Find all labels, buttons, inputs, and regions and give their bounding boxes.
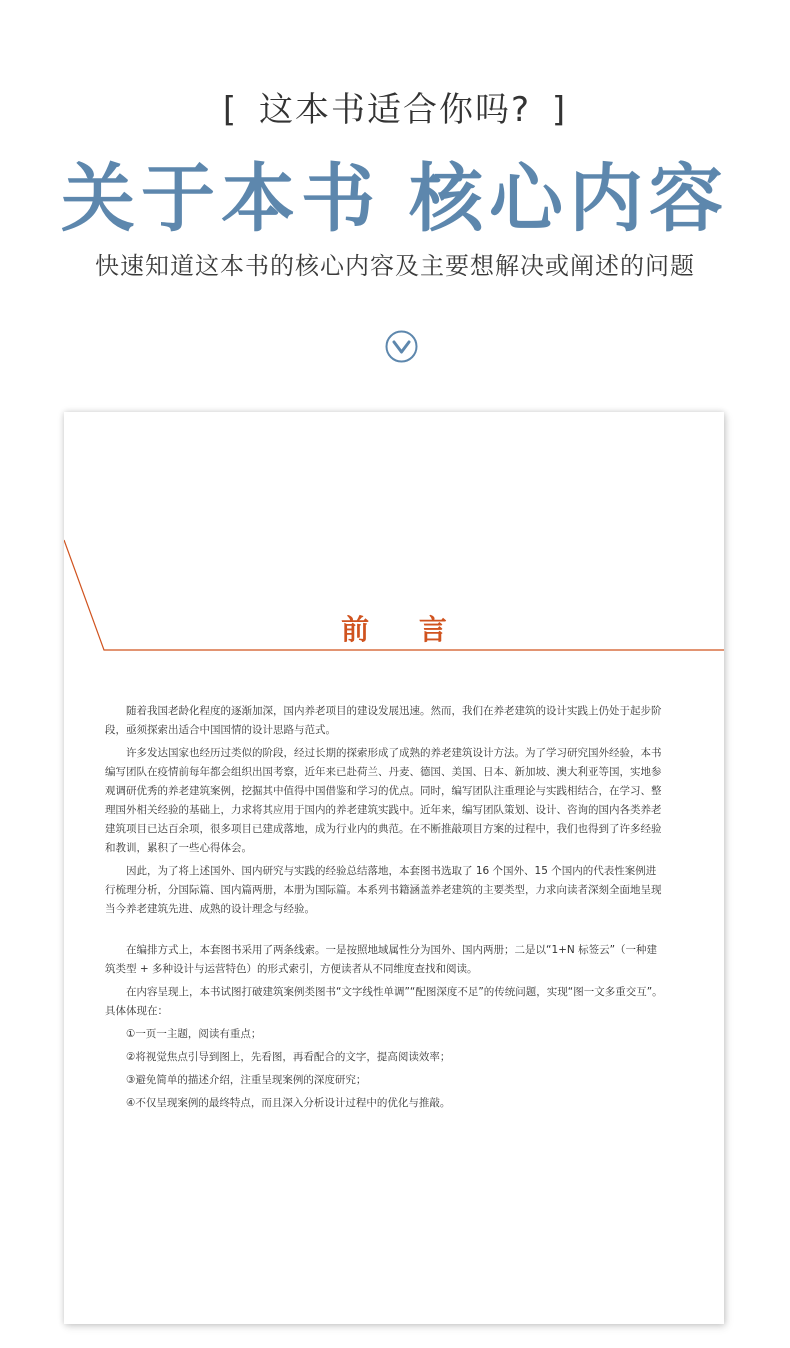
paragraph: 因此，为了将上述国外、国内研究与实践的经验总结落地，本套图书选取了 16 个国外、15 个国内的代表性案例进行梳理分析，分国际篇、国内篇两册，本册为国际篇。本系列书籍涵盖养老建筑的主要类型，力求向读者深刻全面地呈现当今养老建筑先进、成熟的设计理念与经验。	[105, 865, 662, 915]
paragraph: 在内容呈现上，本书试图打破建筑案例类图书“文字线性单调”“配图深度不足”的传统问题，实现“图一文多重交互”。具体体现在：	[105, 986, 663, 1017]
header	[0, 0, 790, 400]
main-title-part2: 核心内容	[409, 156, 729, 242]
paragraph: 许多发达国家也经历过类似的阶段，经过长期的探索形成了成熟的养老建筑设计方法。为了学习研究国外经验，本书编写团队在疫情前每年都会组织出国考察，近年来已赴荷兰、丹麦、德国、美国、日本、新加坡、澳大利亚等国，实地参观调研优秀的养老建筑案例，挖掘其中值得中国借鉴和学习的优点。同时，编写团队注重理论与实践相结合，在学习、整理国外相关经验的基础上，力求将其应用于国内的养老建筑实践中。近年来，编写团队策划、设计、咨询的国内各类养老建筑项目已达百余项，很多项目已建成落地，成为行业内的典范。在不断推敲项目方案的过程中，我们也得到了许多经验和教训，累积了一些心得体会。	[105, 747, 662, 854]
book-page	[64, 412, 724, 1324]
paragraph: 随着我国老龄化程度的逐渐加深，国内养老项目的建设发展迅速。然而，我们在养老建筑的设计实践上仍处于起步阶段，亟须探索出适合中国国情的设计思路与范式。	[105, 705, 662, 736]
question-heading	[0, 82, 790, 131]
list-item: ②将视觉焦点引导到图上，先看图，再看配合的文字，提高阅读效率；	[126, 1051, 451, 1063]
bracket-close: ]	[551, 90, 568, 130]
question-text: 这本书适合你吗?	[258, 90, 532, 130]
main-title-part1: 关于本书	[61, 156, 381, 242]
bracket-open: [	[222, 90, 239, 130]
chevron-down-circle-icon[interactable]	[385, 330, 418, 363]
tagline: 快速知道这本书的核心内容及主要想解决或阐述的问题	[95, 252, 695, 280]
list-item: ①一页一主题，阅读有重点；	[126, 1028, 262, 1040]
list-item: ④不仅呈现案例的最终特点，而且深入分析设计过程中的优化与推敲。	[126, 1097, 451, 1109]
main-title	[0, 140, 790, 246]
paragraph: 在编排方式上，本套图书采用了两条线索。一是按照地域属性分为国外、国内两册；二是以“1+N 标签云”（一种建筑类型 + 多种设计与运营特色）的形式索引，方便读者从不同维度查找和阅读。	[105, 944, 658, 975]
list-item: ③避免简单的描述介绍，注重呈现案例的深度研究；	[126, 1074, 367, 1086]
preface-body	[105, 702, 663, 1117]
preface-title: 前 言	[341, 613, 467, 646]
